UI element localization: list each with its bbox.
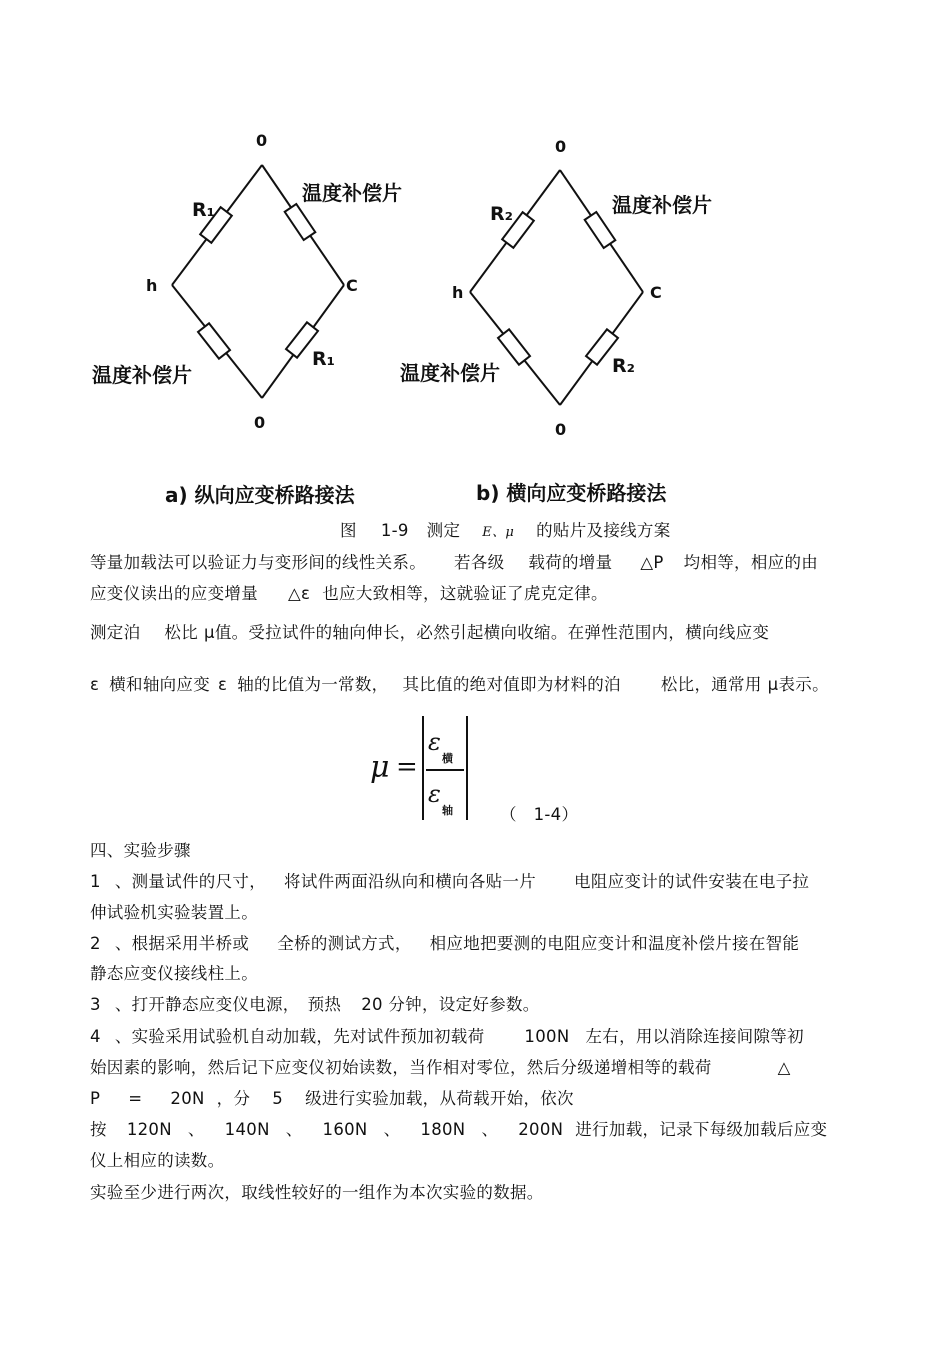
diagram-a-temp-lower: 温度补偿片 [92, 363, 192, 387]
step4-line1: 4 、实验采用试验机自动加载，先对试件预加初载荷 100N 左右，用以消除连接间隙等初 [90, 1027, 804, 1046]
diagram-a-bottom-label: 0 [254, 413, 266, 432]
formula-numerator-epsilon: ε [428, 728, 441, 756]
resistor-a-lower-left [198, 323, 230, 358]
diagram-b-left-label: h [452, 283, 464, 302]
diagram-a-r-lower-label: R₁ [312, 348, 335, 370]
formula-denominator-sub: 轴 [442, 804, 453, 817]
formula-number: （ 1-4） [500, 805, 579, 824]
step4-line3: P = 20N ，分 5 级进行实验加载，从荷载开始，依次 [90, 1089, 574, 1108]
formula-equals: = [396, 752, 418, 782]
final-note: 实验至少进行两次，取线性较好的一组作为本次实验的数据。 [90, 1183, 544, 1202]
para2-line2: ε 横和轴向应变 ε 轴的比值为一常数， 其比值的绝对值即为材料的泊 松比，通常用 μ表示。 [90, 675, 829, 694]
diagram-a-r-upper-label: R₁ [192, 199, 215, 221]
resistor-b-lower-left [498, 329, 530, 364]
section-heading: 四、实验步骤 [90, 841, 191, 860]
formula-numerator-sub: 横 [442, 752, 453, 765]
diagram-a-top-label: 0 [256, 131, 268, 150]
diagram-b-temp-lower: 温度补偿片 [400, 361, 500, 385]
diagram-a-temp-upper: 温度补偿片 [302, 181, 402, 205]
formula-fraction-bar [426, 769, 464, 771]
diagram-a-caption: a) 纵向应变桥路接法 [165, 483, 355, 507]
step1-line2: 伸试验机实验装置上。 [90, 903, 258, 922]
step1-line1: 1 、测量试件的尺寸， 将试件两面沿纵向和横向各贴一片 电阻应变计的试件安装在电子拉 [90, 872, 810, 891]
diagram-b-bottom-label: 0 [555, 420, 567, 439]
formula-mu: μ [370, 750, 390, 785]
formula-abs-bar-left [422, 716, 424, 820]
diagram-a-right-label: C [346, 276, 358, 295]
diagram-b-top-label: 0 [555, 137, 567, 156]
step4-line5: 仪上相应的读数。 [90, 1151, 225, 1170]
step2-line2: 静态应变仪接线柱上。 [90, 964, 258, 983]
diagram-b-r-lower-label: R₂ [612, 355, 635, 377]
para1-line2: 应变仪读出的应变增量 △ε 也应大致相等，这就验证了虎克定律。 [90, 584, 608, 603]
diagram-b-caption: b) 横向应变桥路接法 [476, 481, 667, 505]
para1-line1: 等量加载法可以验证力与变形间的线性关系。 若各级 载荷的增量 △P 均相等，相应的由 [90, 553, 819, 572]
formula-denominator-epsilon: ε [428, 780, 441, 808]
diagram-b-temp-upper: 温度补偿片 [612, 193, 712, 217]
resistor-b-upper-right [585, 212, 616, 248]
figure-caption: 图 1-9 测定 E、μ 的贴片及接线方案 [340, 521, 671, 540]
step2-line1: 2 、根据采用半桥或 全桥的测试方式， 相应地把要测的电阻应变计和温度补偿片接在智能 [90, 934, 800, 953]
step3-line1: 3 、打开静态应变仪电源， 预热 20 分钟，设定好参数。 [90, 995, 540, 1014]
diagram-b-r-upper-label: R₂ [490, 203, 513, 225]
diagram-a-left-label: h [146, 276, 158, 295]
formula-abs-bar-right [466, 716, 468, 820]
diagram-b-right-label: C [650, 283, 662, 302]
poisson-formula [368, 714, 488, 822]
step4-line4: 按 120N 、 140N 、 160N 、 180N 、 200N 进行加载，记录下每级加载后应变 [90, 1120, 828, 1139]
resistor-a-upper-right [285, 204, 316, 240]
step4-line2: 始因素的影响，然后记下应变仪初始读数，当作相对零位，然后分级递增相等的载荷 △ [90, 1058, 791, 1077]
bridge-figure [0, 0, 950, 520]
para2-line1: 测定泊 松比 μ值。受拉试件的轴向伸长，必然引起横向收缩。在弹性范围内，横向线应变 [90, 623, 770, 642]
